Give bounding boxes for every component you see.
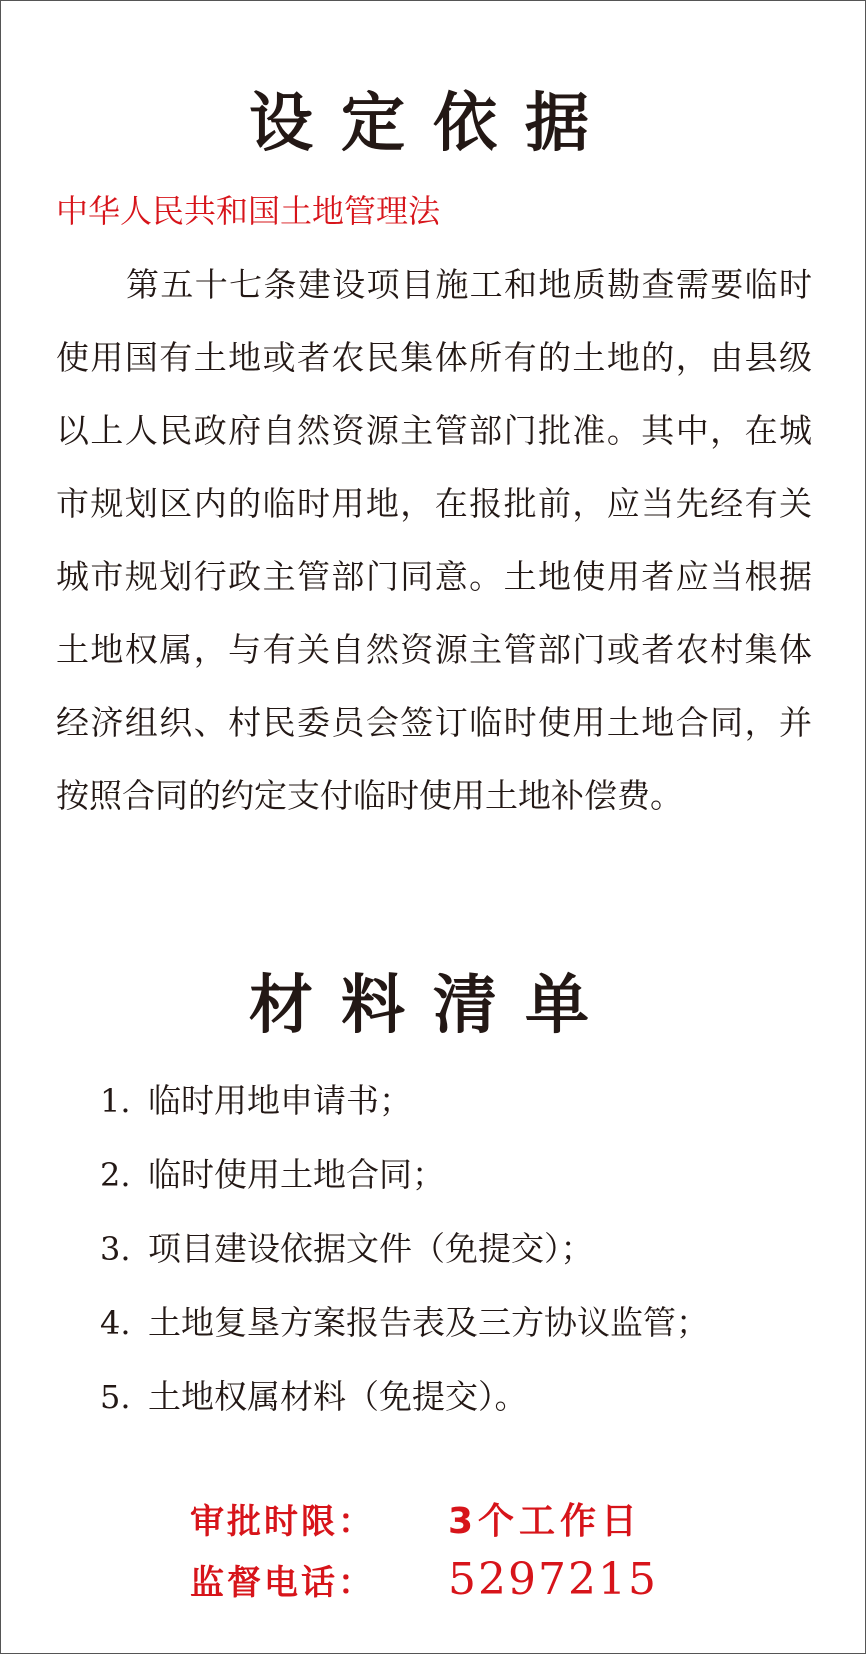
approval-time-label: 审批时限： — [190, 1502, 375, 1542]
article-text: 第五十七条建设项目施工和地质勘查需要临时使用国有土地或者农民集体所有的土地的，由县级以上人民政府自然资源主管部门批准。其中，在城市规划区内的临时用地，在报批前，应当先经有关城市规划行政主管部门同意。土地使用者应当根据土地权属，与有关自然资源主管部门或者农村集体经济组织、村民委员会签订临时使用土地合同，并按照合同的约定支付临时使用土地补偿费。 — [56, 265, 812, 815]
list-item-text: 土地权属材料（免提交）。 — [148, 1377, 528, 1416]
list-item — [100, 1360, 709, 1434]
basis-title: 设定依据 — [249, 86, 617, 161]
list-item-number: 5. — [100, 1378, 131, 1416]
law-name: 中华人民共和国土地管理法 — [56, 192, 441, 230]
list-item-text: 项目建设依据文件（免提交）； — [148, 1229, 594, 1268]
supervision-phone-value: 5297215 — [448, 1554, 658, 1605]
supervision-phone-line — [190, 1550, 658, 1610]
list-item-text: 临时使用土地合同； — [148, 1155, 445, 1194]
list-item — [100, 1212, 709, 1286]
list-item — [100, 1286, 709, 1360]
list-item-number: 2. — [100, 1156, 131, 1194]
list-item — [100, 1138, 709, 1212]
list-item-text: 土地复垦方案报告表及三方协议监管； — [148, 1303, 709, 1342]
supervision-phone-label: 监督电话： — [190, 1563, 375, 1603]
materials-list — [100, 1064, 709, 1434]
list-item-number: 4. — [100, 1304, 131, 1342]
list-item-text: 临时用地申请书； — [148, 1081, 412, 1120]
list-item-number: 3. — [100, 1230, 131, 1268]
materials-title: 材料清单 — [249, 968, 617, 1043]
list-item — [100, 1064, 709, 1138]
list-item-number: 1. — [100, 1082, 131, 1120]
approval-time-value: 3个工作日 — [448, 1501, 643, 1542]
approval-time-line — [190, 1492, 642, 1552]
